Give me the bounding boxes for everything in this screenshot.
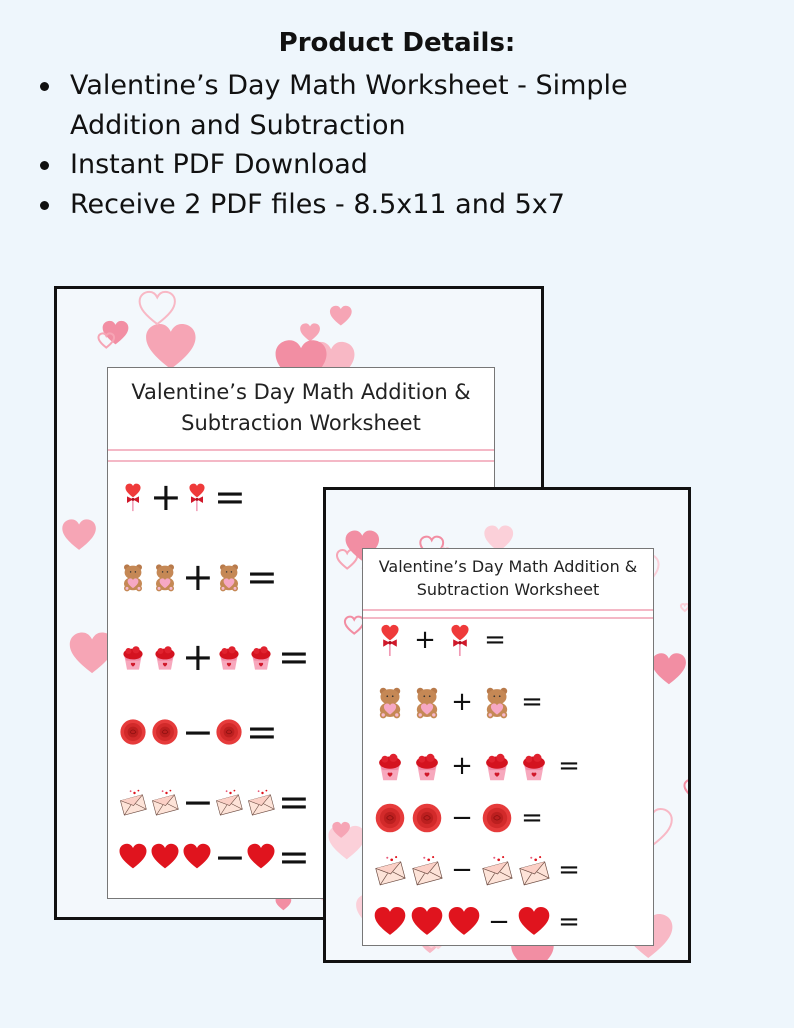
worksheet-title	[363, 555, 653, 601]
operator: −	[451, 803, 473, 833]
problem-row	[118, 555, 278, 599]
heart-decoration	[103, 321, 129, 344]
problem-row	[118, 780, 310, 824]
problem-row	[118, 835, 310, 879]
heart-icon	[517, 905, 551, 939]
heart-decoration	[62, 519, 96, 550]
rose-icon	[410, 801, 444, 835]
equals-sign: =	[278, 780, 310, 824]
cupcake-icon	[214, 642, 244, 672]
operator: −	[214, 835, 246, 879]
teddy-bear-icon	[410, 685, 444, 719]
teddy-bear-icon	[118, 562, 148, 592]
cupcake-icon	[246, 642, 276, 672]
problem-row	[373, 749, 584, 783]
problem-row	[373, 623, 510, 657]
problem-row	[373, 905, 584, 939]
equals-sign: =	[246, 710, 278, 754]
teddy-bear-icon	[214, 562, 244, 592]
heart-icon	[447, 905, 481, 939]
lollipop-icon	[118, 482, 148, 512]
equals-sign: =	[246, 555, 278, 599]
worksheet-title-line2: Subtraction Worksheet	[181, 411, 421, 435]
equals-sign: =	[521, 687, 543, 717]
teddy-bear-icon	[150, 562, 180, 592]
operator: −	[488, 907, 510, 937]
heart-decoration	[345, 617, 364, 634]
bullet-item: Valentine’s Day Math Worksheet - Simple Addition and Subtraction	[40, 66, 690, 145]
heart-icon	[182, 842, 212, 872]
heart-icon	[150, 842, 180, 872]
problem-row	[373, 853, 584, 887]
cupcake-icon	[410, 749, 444, 783]
cupcake-icon	[373, 749, 407, 783]
heart-icon	[373, 905, 407, 939]
envelope-icon	[214, 787, 244, 817]
equals-sign: =	[558, 907, 580, 937]
rose-icon	[480, 801, 514, 835]
heart-decoration	[140, 292, 175, 324]
problem-row	[118, 475, 246, 519]
envelope-icon	[150, 787, 180, 817]
envelope-icon	[373, 853, 407, 887]
envelope-icon	[517, 853, 551, 887]
teddy-bear-icon	[373, 685, 407, 719]
envelope-icon	[246, 787, 276, 817]
operator: −	[182, 710, 214, 754]
cupcake-icon	[150, 642, 180, 672]
equals-sign: =	[214, 475, 246, 519]
rose-icon	[373, 801, 407, 835]
envelope-icon	[480, 853, 514, 887]
heart-decoration	[652, 653, 686, 684]
envelope-icon	[118, 787, 148, 817]
problem-row	[373, 801, 547, 835]
divider	[363, 609, 653, 611]
operator: −	[182, 780, 214, 824]
worksheet-title	[108, 377, 494, 439]
equals-sign: =	[278, 835, 310, 879]
bullet-item: Instant PDF Download	[40, 145, 690, 185]
problem-row	[373, 685, 547, 719]
worksheet-sheet	[362, 548, 654, 946]
product-details-list	[40, 66, 690, 224]
worksheet-preview-small	[323, 487, 691, 963]
rose-icon	[118, 717, 148, 747]
equals-sign: =	[484, 625, 506, 655]
equals-sign: =	[558, 855, 580, 885]
lollipop-icon	[443, 623, 477, 657]
heart-icon	[410, 905, 444, 939]
operator: +	[451, 751, 473, 781]
heart-decoration	[684, 780, 688, 798]
heart-icon	[118, 842, 148, 872]
problem-row	[118, 635, 310, 679]
cupcake-icon	[480, 749, 514, 783]
operator: +	[182, 635, 214, 679]
rose-icon	[214, 717, 244, 747]
operator: −	[451, 855, 473, 885]
heart-decoration	[330, 306, 352, 326]
cupcake-icon	[118, 642, 148, 672]
cupcake-icon	[517, 749, 551, 783]
lollipop-icon	[182, 482, 212, 512]
worksheet-title-line2: Subtraction Worksheet	[416, 580, 600, 599]
operator: +	[150, 475, 182, 519]
equals-sign: =	[521, 803, 543, 833]
heart-decoration	[300, 323, 320, 341]
divider	[363, 617, 653, 619]
worksheet-title-line1: Valentine’s Day Math Addition &	[131, 380, 471, 404]
envelope-icon	[410, 853, 444, 887]
equals-sign: =	[278, 635, 310, 679]
heart-icon	[246, 842, 276, 872]
rose-icon	[150, 717, 180, 747]
problem-row	[118, 710, 278, 754]
bullet-item: Receive 2 PDF files - 8.5x11 and 5x7	[40, 185, 690, 225]
product-details-title: Product Details:	[278, 28, 516, 58]
operator: +	[451, 687, 473, 717]
equals-sign: =	[558, 751, 580, 781]
heart-decoration	[146, 324, 195, 369]
teddy-bear-icon	[480, 685, 514, 719]
operator: +	[182, 555, 214, 599]
lollipop-icon	[373, 623, 407, 657]
divider	[108, 449, 494, 451]
worksheet-title-line1: Valentine’s Day Math Addition &	[378, 557, 638, 576]
divider	[108, 460, 494, 462]
heart-decoration	[681, 604, 688, 611]
operator: +	[414, 625, 436, 655]
